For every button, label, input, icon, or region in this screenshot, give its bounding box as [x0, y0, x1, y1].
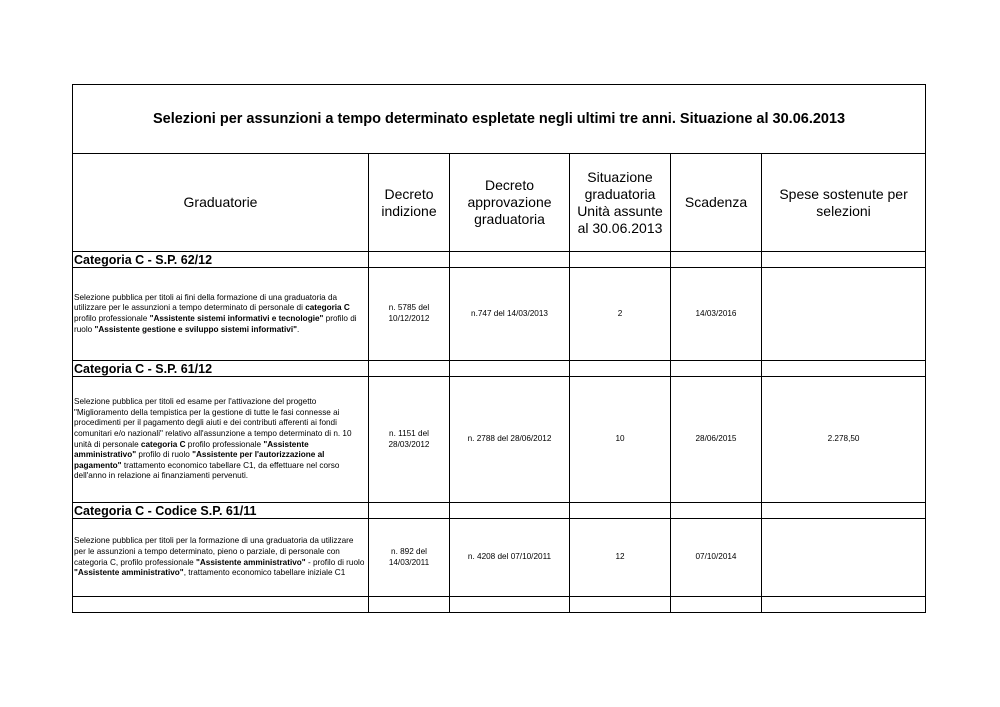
header-decreto-indizione: Decreto indizione [369, 154, 450, 252]
table-title: Selezioni per assunzioni a tempo determinato espletate negli ultimi tre anni. Situazione al 30.06.2013 [73, 85, 926, 154]
description-bold-text: "Assistente gestione e sviluppo sistemi informativi" [94, 324, 297, 334]
description-text: Selezione pubblica per titoli ai fini della formazione di una graduatoria da utilizzare per le assunzioni a tempo determinato di personale di [74, 292, 338, 313]
header-scadenza: Scadenza [671, 154, 762, 252]
selection-description [73, 377, 369, 503]
selezioni-table [72, 84, 926, 613]
description-bold-text: "Assistente amministrativo" [195, 557, 306, 567]
decreto-approvazione-cell: n. 4208 del 07/10/2011 [450, 519, 570, 597]
scadenza-cell: 14/03/2016 [671, 268, 762, 361]
category-row [73, 503, 926, 519]
description-text: Selezione pubblica per titoli ed esame per l'attivazione del progetto "Miglioramento della tempistica per la gestione di tutte le fasi connesse ai procedimenti per il pagamento degli aiuti e dei contributi afferenti ai fondi comunitari e/o nazionali" relativo all'assunzione a tempo determinato di n. 10 unità di personale [74, 397, 352, 449]
description-text: profilo di ruolo [136, 450, 193, 460]
scadenza-cell: 28/06/2015 [671, 377, 762, 503]
table-row [73, 377, 926, 503]
description-bold-text: "Assistente amministrativo" [74, 439, 309, 460]
description-bold-text: categoria C [140, 439, 186, 449]
table-row [73, 268, 926, 361]
decreto-approvazione-cell: n. 2788 del 28/06/2012 [450, 377, 570, 503]
description-bold-text: "Assistente amministrativo" [74, 568, 184, 578]
spese-cell [762, 519, 926, 597]
decreto-indizione-cell: n. 5785 del 10/12/2012 [369, 268, 450, 361]
unita-assunte-cell: 12 [570, 519, 671, 597]
description-bold-text: "Assistente per l'autorizzazione al pagamento" [74, 450, 325, 470]
description-text: . [296, 324, 300, 334]
spese-cell [762, 268, 926, 361]
description-text: profilo professionale [185, 439, 264, 449]
decreto-indizione-cell: n. 892 del 14/03/2011 [369, 519, 450, 597]
category-row [73, 361, 926, 377]
description-text: trattamento economico tabellare C1, da effettuare nel corso dell'anno in relazione ai finanziamenti pervenuti. [74, 460, 340, 481]
header-spese: Spese sostenute per selezioni [762, 154, 926, 252]
description-text: profilo professionale [74, 314, 150, 323]
header-graduatorie: Graduatorie [73, 154, 369, 252]
header-situazione-graduatoria: Situazione graduatoria Unità assunte al 30.06.2013 [570, 154, 671, 252]
empty-row [73, 597, 926, 613]
description-text: , trattamento economico tabellare iniziale C1 [183, 568, 346, 578]
decreto-approvazione-cell: n.747 del 14/03/2013 [450, 268, 570, 361]
unita-assunte-cell: 2 [570, 268, 671, 361]
selection-description [73, 519, 369, 597]
header-decreto-approvazione: Decreto approvazione graduatoria [450, 154, 570, 252]
decreto-indizione-cell: n. 1151 del 28/03/2012 [369, 377, 450, 503]
description-text: profilo di ruolo [74, 314, 357, 334]
description-bold-text: categoria C [305, 303, 350, 313]
category-label: Categoria C - Codice S.P. 61/11 [73, 503, 369, 519]
category-label: Categoria C - S.P. 61/12 [73, 361, 369, 377]
header-row [73, 154, 926, 252]
description-text: Selezione pubblica per titoli per la formazione di una graduatoria da utilizzare per le assunzioni a tempo determinato, pieno o parziale, di personale con categoria C, profilo professionale [74, 536, 354, 567]
description-bold-text: "Assistente sistemi informativi e tecnologie" [149, 314, 324, 323]
description-text: - profilo di ruolo [305, 557, 365, 567]
scadenza-cell: 07/10/2014 [671, 519, 762, 597]
table-row [73, 519, 926, 597]
selection-description [73, 268, 369, 361]
unita-assunte-cell: 10 [570, 377, 671, 503]
category-label: Categoria C - S.P. 62/12 [73, 252, 369, 268]
spese-cell: 2.278,50 [762, 377, 926, 503]
category-row [73, 252, 926, 268]
